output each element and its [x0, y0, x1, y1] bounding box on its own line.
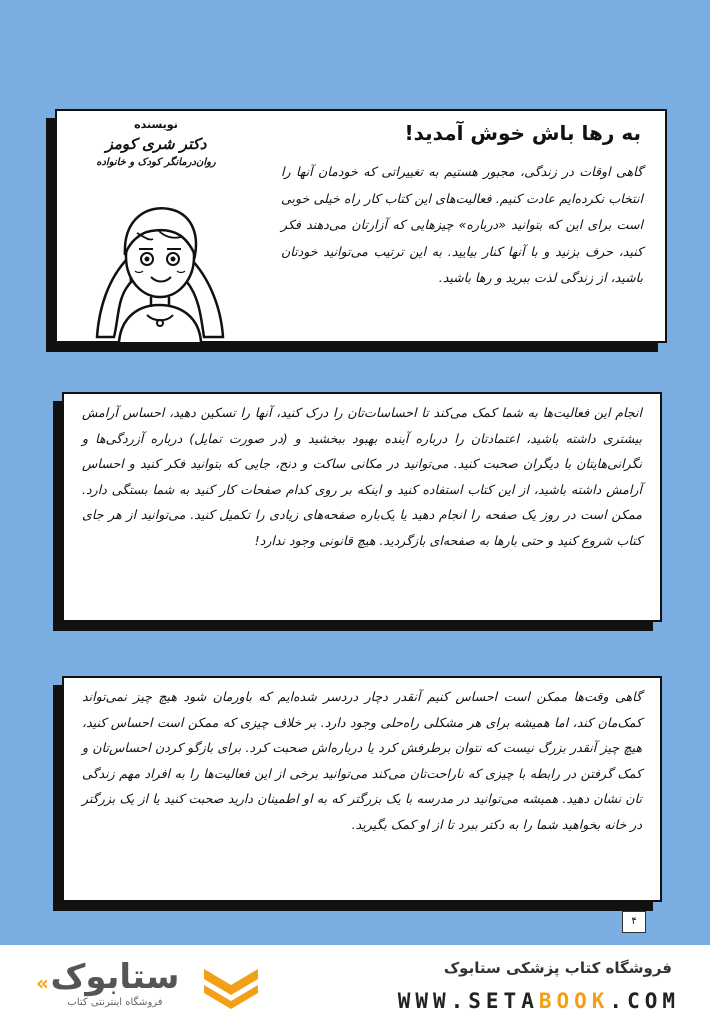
logo-wordmark: [40, 957, 190, 1017]
logo-tagline: فروشگاه اینترنتی کتاب: [67, 997, 163, 1008]
shop-url[interactable]: [398, 989, 680, 1013]
shop-name: فروشگاه کتاب پزشکی ستابوک: [443, 959, 672, 977]
activities-panel: [62, 392, 662, 622]
author-role: نویسنده: [134, 118, 178, 131]
author-block: [65, 117, 247, 171]
activities-paragraph: انجام این فعالیت‌ها به شما کمک می‌کند تا احساسات‌تان را درک کنید، آنها را تسکین دهید، احساس آرامش بیشتری داشته باشید، اعتماد‌تان را درباره آینده بهبود ببخشید و (در صورت تمایل) درباره آزردگی‌ها و نگرانی‌هایتان با دیگران صحبت کنید. می‌توانید در مکانی ساکت و دنج، جایی که بتوانید فکر کنید و احساس آرامش داشته باشید، از این کتاب استفاده کنید و اینکه بر روی کدام صفحات کار کنید به شما بستگی دارد. ممکن است در روز یک صفحه را انجام دهید یا یک‌باره صفحه‌های زیادی را تکمیل کنید. می‌توانید از هر جای کتاب شروع کنید و حتی بارها به صفحه‌ای بازگردید. هیچ قانونی وجود ندارد!: [82, 405, 642, 548]
welcome-title: به رها باش خوش آمدید!: [404, 121, 641, 145]
welcome-panel: [55, 109, 667, 343]
help-panel: [62, 676, 662, 902]
shop-url-accent: BOOK: [538, 989, 610, 1013]
page-number: ۴: [622, 911, 646, 933]
footer-banner: [0, 945, 710, 1023]
logo-brand: ستابوک: [50, 957, 180, 997]
help-paragraph: گاهی وقت‌ها ممکن است احساس کنیم آنقدر دچار دردسر شده‌ایم که باورمان شود هیچ چیز نمی‌تواند کمک‌مان کند، اما همیشه برای هر مشکلی راه‌حلی وجود دارد. بر خلاف چیزی که ممکن است احساس کنید، هیچ چیز آنقدر بزرگ نیست که نتوان برطرفش کرد یا درباره‌اش صحبت کرد. برای بازگو کردن احساس‌تان و کمک گرفتن در رابطه با چیزی که ناراحت‌تان می‌کند می‌توانید برخی از این فعالیت‌ها را به افراد مهم زندگی تان نشان دهید. همیشه می‌توانید در مدرسه با یک بزرگتر که به او اطمینان دارید صحبت کنید یا از یک بزرگتر در خانه بخواهید شما را به دکتر ببرد تا از او کمک بگیرید.: [82, 689, 642, 832]
intro-paragraph: گاهی اوقات در زندگی، مجبور هستیم به تغییراتی که خودمان آنها را انتخاب نکرده‌ایم عادت کنیم. فعالیت‌های این کتاب کار راه خیلی خوبی است برای این که بتوانید «درباره» چیزهایی که آزارتان می‌دهند فکر کنید، حرف بزنید و با آنها کنار بیایید. به این ترتیب می‌توانید خودتان باشید، از زندگی لذت ببرید و رها باشید.: [281, 164, 643, 285]
shop-url-suffix: .COM: [609, 989, 680, 1013]
logo-chevron-icon: [200, 963, 262, 1009]
double-chevron-icon: «: [36, 971, 49, 995]
author-illustration: [89, 197, 229, 342]
shop-url-part: WWW.SETA: [397, 989, 539, 1013]
author-name: دکتر شری کومز: [105, 135, 207, 153]
author-credential: روان‌درمانگر کودک و خانواده: [96, 157, 216, 168]
